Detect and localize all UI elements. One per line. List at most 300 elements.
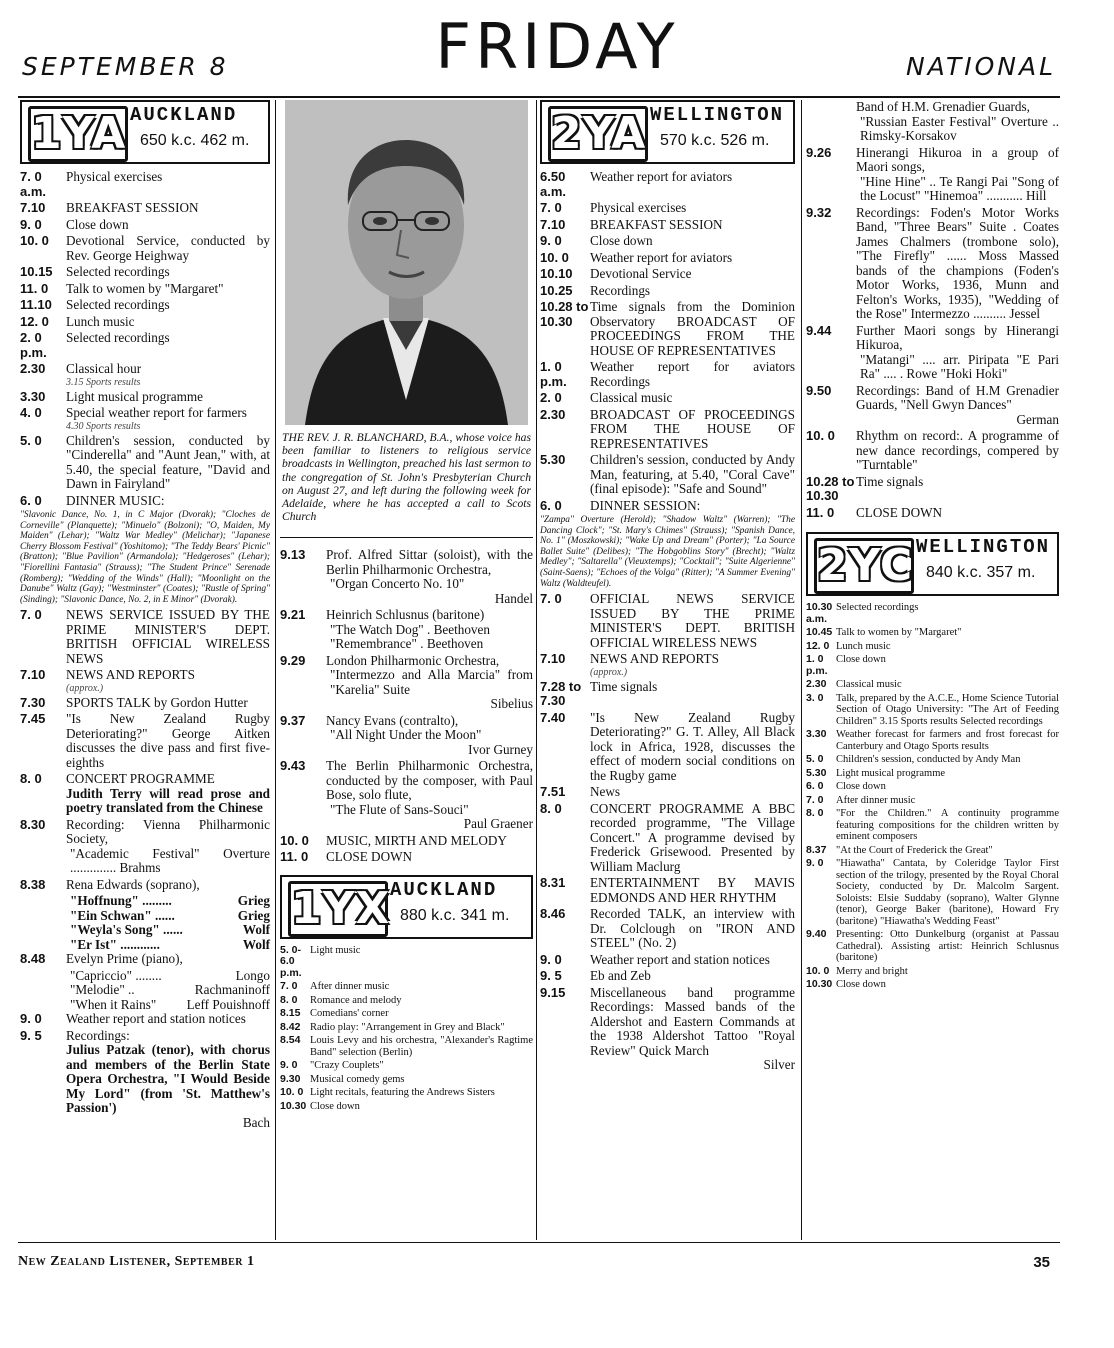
entry-time: 8.46 [540, 906, 566, 922]
station-logo-2yc: 2YC [814, 538, 914, 594]
entry-feature: Julius Patzak (tenor), with chorus and members of the Berlin State Opera Orchestra, "I Would Beside My Lord" (from 'St. Matthew's Passion') [66, 1042, 270, 1116]
entry-body [836, 795, 1059, 807]
entry-work: "Organ Concerto No. 10" [330, 576, 465, 592]
entry-text: Musical comedy gems [310, 1073, 405, 1085]
entry-body [590, 360, 795, 389]
entry-text: SPORTS TALK by Gordon Hutter [66, 694, 248, 710]
entry-text: NEWS SERVICE ISSUED BY THE PRIME MINISTER'S DEPT. BRITISH OFFICIAL WIRELESS NEWS [66, 607, 270, 666]
entry-time: 10. 0 [806, 964, 830, 977]
station-logo-1yx: 1YX [288, 881, 388, 937]
entry-time: 9. 5 [20, 1027, 42, 1043]
entry-text: Eb and Zeb [590, 968, 651, 984]
schedule-entry [806, 475, 1059, 504]
entry-work: "The Flute of Sans-Souci" [330, 801, 469, 817]
entry-text: BREAKFAST SESSION [66, 200, 199, 215]
entry-time: 8.42 [280, 1020, 301, 1033]
schedule-entry [806, 679, 1059, 691]
schedule-entry [806, 979, 1059, 991]
entry-text: Louis Levy and his orchestra, "Alexander's Ragtime Band" selection (Berlin) [310, 1035, 533, 1058]
schedule-entry [280, 1035, 533, 1058]
entry-time: 1. 0 p.m. [806, 653, 828, 677]
entry-text: Merry and bright [836, 965, 908, 977]
song-composer: Grieg [237, 907, 270, 923]
entry-text: "At the Court of Frederick the Great" [836, 844, 993, 856]
entry-body [590, 907, 795, 951]
entry-time: 2.30 [20, 361, 46, 376]
entry-time: 9.30 [280, 1072, 301, 1085]
entry-time: 7.10 [540, 216, 566, 232]
entry-time: 9. 0 [20, 216, 42, 232]
entry-body [856, 429, 1059, 473]
schedule-entry [280, 850, 533, 865]
entry-text: Close down [590, 233, 653, 248]
entry-time: 7. 0 [540, 200, 562, 215]
entry-body [310, 1101, 533, 1113]
entry-time: 9.29 [280, 652, 306, 668]
entry-body [856, 475, 1059, 504]
piece-composer: Rachmaninoff [194, 982, 270, 998]
entry-time: 9.26 [806, 144, 832, 160]
column-2ya [540, 100, 795, 1075]
entry-text: Hinerangi Hikuroa in a group of Maori songs, [856, 144, 1059, 174]
schedule-entry [806, 602, 1059, 625]
entry-body [66, 406, 270, 432]
entry-text: Weather report for aviators [590, 169, 733, 184]
entry-text: "Crazy Couplets" [310, 1060, 384, 1072]
piece-composer: Longo [235, 967, 270, 983]
schedule-entry [20, 712, 270, 770]
entry-text: Special weather report for farmers [66, 405, 247, 420]
entry-body [66, 315, 270, 330]
entry-body [836, 858, 1059, 927]
entry-time: 10.45 [806, 626, 833, 638]
entry-time: 6. 0 [540, 497, 562, 513]
entry-body [66, 234, 270, 263]
schedule-entry [20, 696, 270, 711]
schedule-entry [540, 251, 795, 266]
entry-time: 9. 0 [540, 951, 562, 967]
entry-text: NEWS AND REPORTS [590, 651, 719, 667]
schedule-entry [540, 360, 795, 389]
schedule-entry [280, 1074, 533, 1086]
entry-time: 10.30 [280, 1099, 307, 1112]
entry-time: 10.28 to 10.30 [806, 473, 855, 503]
entry-text: OFFICIAL NEWS SERVICE ISSUED BY THE PRIME MINISTER'S DEPT. BRITISH OFFICIAL WIRELESS NEWS [590, 591, 795, 650]
schedule-entry [540, 453, 795, 497]
entry-text: Classical music [836, 679, 902, 690]
entry-text: Radio play: "Arrangement in Grey and Black" [310, 1021, 505, 1033]
entry-time: 9.40 [806, 928, 827, 940]
station-name-2ya: WELLINGTON [650, 104, 785, 126]
entry-time: 5.30 [806, 766, 827, 779]
entry-time: 3.30 [806, 728, 827, 740]
schedule-list-1ya-evening [20, 608, 270, 1130]
schedule-entry [806, 146, 1059, 204]
entry-text: Weather report and station notices [66, 1011, 246, 1027]
entry-body [836, 641, 1059, 653]
entry-text: Classical hour [66, 361, 142, 376]
schedule-entry [806, 929, 1059, 964]
entry-time: 9. 0 [540, 233, 562, 248]
entry-time: 7. 0 [540, 591, 562, 607]
entry-time: 9.44 [806, 322, 832, 338]
entry-body [326, 834, 533, 849]
schedule-list-2yc [806, 602, 1059, 991]
schedule-entry [20, 331, 270, 360]
entry-text: Weather forecast for farmers and frost forecast for Canterbury and Otago Sports results [836, 729, 1059, 752]
schedule-entry [540, 907, 795, 951]
entry-text: Nancy Evans (contralto), [326, 712, 459, 728]
entry-text: CONCERT PROGRAMME [66, 771, 215, 787]
schedule-entry [20, 390, 270, 405]
entry-body [66, 818, 270, 876]
entry-text: CLOSE DOWN [326, 849, 413, 865]
schedule-entry [280, 981, 533, 993]
entry-text: Close down [310, 1100, 360, 1112]
schedule-entry [20, 315, 270, 330]
entry-text: Recorded TALK, an interview with Dr. Colclough on "IRON AND STEEL" (No. 2) [590, 906, 795, 951]
entry-subnote: (approx.) [590, 666, 628, 678]
entry-body [326, 714, 533, 758]
schedule-entry [20, 494, 270, 509]
entry-time: 10.30 a.m. [806, 601, 833, 625]
entry-work: "Remembrance" . Beethoven [330, 636, 484, 652]
entry-body [66, 608, 270, 666]
header-rule [18, 96, 1060, 98]
entry-body [66, 878, 270, 893]
schedule-entry [280, 945, 533, 980]
entry-time: 11. 0 [806, 504, 835, 520]
entry-body [836, 627, 1059, 639]
entry-time: 9.15 [540, 984, 566, 1000]
entry-text: Prof. Alfred Sittar (soloist), with the Berlin Philharmonic Orchestra, [326, 547, 533, 577]
entry-body [590, 711, 795, 784]
schedule-entry [806, 754, 1059, 766]
schedule-entry [540, 300, 795, 358]
schedule-entry [540, 986, 795, 1073]
entry-text: Further Maori songs by Hinerangi Hikuroa, [856, 322, 1059, 352]
schedule-entry [20, 201, 270, 216]
entry-text: NEWS AND REPORTS [66, 667, 195, 683]
schedule-list-1ya-continued [280, 548, 533, 865]
entry-time: 9. 0 [280, 1059, 298, 1072]
schedule-entry [20, 772, 270, 816]
entry-time: 4. 0 [20, 405, 42, 420]
entry-text: Recordings: Band of H.M Grenadier Guards, "Nell Gwyn Dances" [856, 382, 1059, 412]
entry-body [66, 434, 270, 492]
entry-time: 7.10 [20, 200, 46, 215]
entry-body [590, 652, 795, 678]
entry-body [590, 785, 795, 800]
entry-time: 7.45 [20, 711, 46, 727]
entry-text: Lunch music [836, 640, 891, 652]
song-line [66, 909, 270, 924]
entry-body [66, 265, 270, 280]
song-composer: Wolf [242, 922, 270, 938]
song-line [66, 894, 270, 909]
entry-time: 7.28 to 7.30 [540, 678, 582, 709]
entry-body [66, 170, 270, 199]
entry-body [590, 201, 795, 216]
entry-body [66, 390, 270, 405]
entry-body [310, 981, 533, 993]
entry-body [856, 324, 1059, 382]
entry-work: "Academic Festival" Overture .............. Brahms [70, 845, 270, 876]
entry-composer: Sibelius [490, 696, 533, 712]
entry-body [590, 802, 795, 875]
station-box-2ya [540, 100, 795, 164]
entry-subnote: 4.30 Sports results [66, 420, 141, 432]
entry-text: News [590, 784, 621, 800]
station-freq-2yc: 840 k.c. 357 m. [926, 564, 1036, 581]
station-logo-2ya: 2YA [548, 106, 648, 162]
entry-time: 10. 0 [540, 249, 569, 265]
entry-body [590, 680, 795, 709]
entry-body [66, 282, 270, 297]
schedule-entry [806, 808, 1059, 843]
entry-text: Time signals from the Dominion Observatory BROADCAST OF PROCEEDINGS FROM THE HOUSE OF REPRESENTATIVES [590, 299, 795, 358]
entry-text: "Is New Zealand Rugby Deteriorating?" George Aitken discusses the dive pass and first five-eighths [66, 711, 270, 770]
entry-body [836, 845, 1059, 857]
entry-time: 8. 0 [20, 771, 42, 787]
entry-body [310, 995, 533, 1007]
entry-time: 9. 0 [806, 857, 824, 869]
entry-time: 7.40 [540, 709, 566, 725]
entry-time: 7.30 [20, 694, 46, 710]
schedule-entry [280, 714, 533, 758]
entry-time: 6. 0 [20, 492, 42, 508]
column-rule-1 [275, 100, 276, 1240]
entry-work: "Intermezzo and Alla Marcia" from "Karelia" Suite [330, 667, 533, 697]
schedule-entry [806, 206, 1059, 322]
entry-body [326, 548, 533, 606]
schedule-entry [280, 654, 533, 712]
schedule-entry [540, 234, 795, 249]
entry-text: DINNER SESSION: [590, 497, 701, 513]
entry-text: Comedians' corner [310, 1008, 389, 1020]
entry-body [590, 218, 795, 233]
entry-time: 10. 0 [280, 832, 309, 848]
schedule-entry [806, 324, 1059, 382]
entry-body [836, 929, 1059, 964]
schedule-entry [806, 384, 1059, 428]
entry-feature: Judith Terry will read prose and poetry translated from the Chinese [66, 785, 270, 816]
entry-time: 8.54 [280, 1034, 301, 1047]
entry-text: Children's session, conducted by "Cinderella" and "Aunt Jean," with, at 5.40, the special feature, "David and Dawn in Fairyland" [66, 432, 270, 491]
entry-text: Physical exercises [590, 200, 687, 215]
schedule-entry [20, 282, 270, 297]
entry-text: Band of H.M. Grenadier Guards, [856, 99, 1030, 114]
entry-text: "Hiawatha" Cantata, by Coleridge Taylor First section of the trilogy, presented by the Royal Choral Society, conducted by Dr. Malcolm Sargent. Soloists: Elsie Suddaby (soprano), Walter Glynne (tenor), George Baker (baritone), Howard Fry (baritone) "Hiawatha's Wedding Feast" [836, 858, 1059, 927]
portrait-photo [285, 100, 528, 425]
entry-time: 2. 0 p.m. [20, 330, 47, 360]
column-2 [280, 100, 533, 1114]
entry-text: Selected recordings [66, 330, 170, 345]
entry-body [836, 693, 1059, 728]
schedule-entry [540, 802, 795, 875]
schedule-entry [806, 693, 1059, 728]
song-title: "Hoffnung" ......... [70, 893, 172, 909]
entry-composer: Handel [494, 590, 533, 606]
footer-rule [18, 1242, 1060, 1243]
photo-caption: THE REV. J. R. BLANCHARD, B.A., whose voice has been familiar to listeners to religious service broadcasts in Wellington, preached his last sermon to the congregation of St. John's Presbyterian Church on August 27, and left during the following week for Adelaide, where he has accepted a call to Scots Church [282, 431, 531, 524]
piece-title: "When it Rains" [70, 996, 157, 1012]
entry-time: 9.43 [280, 758, 306, 774]
entry-body [590, 592, 795, 650]
song-title: "Er Ist" ............ [70, 936, 160, 952]
entry-body [856, 146, 1059, 204]
schedule-entry [20, 608, 270, 666]
entry-body [590, 953, 795, 968]
schedule-entry [540, 592, 795, 650]
entry-work: "Hine Hine" .. Te Rangi Pai "Song of the Locust" "Hinemoa" ........... Hill [860, 173, 1059, 203]
entry-text: Light music [310, 944, 361, 956]
entry-time [806, 100, 856, 144]
publication-footer: New Zealand Listener, September 1 [18, 1254, 255, 1269]
entry-text: Recordings: [66, 1027, 130, 1043]
schedule-entry [20, 434, 270, 492]
entry-body [66, 1029, 270, 1131]
entry-work: "The Watch Dog" . Beethoven [330, 621, 490, 637]
entry-composer: Paul Graener [463, 816, 533, 832]
entry-time: 10.15 [20, 264, 53, 279]
entry-time: 3. 0 [806, 691, 824, 704]
entry-time: 12. 0 [806, 639, 830, 652]
schedule-entry [540, 267, 795, 282]
entry-text: Talk to women by "Margaret" [66, 280, 224, 296]
entry-body [836, 729, 1059, 752]
station-box-1ya [20, 100, 270, 164]
entry-body [310, 1060, 533, 1072]
entry-text: After dinner music [310, 981, 390, 993]
entry-body [310, 1035, 533, 1058]
entry-time: 10.25 [540, 282, 573, 298]
entry-body [310, 1022, 533, 1034]
entry-time: 10.28 to 10.30 [540, 299, 589, 329]
schedule-entry [20, 406, 270, 432]
piece-line [66, 998, 270, 1013]
entry-text: "Is New Zealand Rugby Deteriorating?" G. T. Alley, All Black lock in Africa, 1928, discusses the effect of modern social conditions on the Rugby game [590, 709, 795, 783]
entry-time: 5. 0-6.0 p.m. [280, 943, 302, 979]
page-day-title: FRIDAY [435, 10, 679, 83]
station-box-1yx [280, 875, 533, 939]
entry-text: BROADCAST OF PROCEEDINGS FROM THE HOUSE OF REPRESENTATIVES [590, 406, 795, 451]
schedule-entry [280, 608, 533, 652]
schedule-list-1ya [20, 170, 270, 508]
column-rule-3 [801, 100, 802, 1240]
entry-time: 7.51 [540, 784, 566, 800]
entry-text: MUSIC, MIRTH AND MELODY [326, 832, 507, 848]
entry-composer: Ivor Gurney [468, 741, 533, 757]
entry-text: "For the Children." A continuity programme featuring compositions for the children written by eminent composers [836, 808, 1059, 842]
entry-body [326, 654, 533, 712]
entry-work: "All Night Under the Moon" [330, 727, 482, 743]
entry-text: Physical exercises [66, 169, 163, 184]
schedule-entry [20, 234, 270, 263]
entry-body [310, 945, 533, 980]
entry-body [310, 1074, 533, 1086]
entry-body [590, 453, 795, 497]
entry-text: Selected recordings [836, 602, 919, 613]
schedule-entry [806, 641, 1059, 653]
entry-text: Recordings [590, 282, 651, 298]
entry-body [66, 712, 270, 770]
schedule-entry [806, 729, 1059, 752]
entry-time: 8. 0 [540, 800, 562, 816]
entry-text: Weather report and station notices [590, 951, 770, 967]
entry-time: 2.30 [540, 406, 566, 422]
entry-body [590, 391, 795, 406]
entry-time: 5. 0 [806, 753, 824, 765]
entry-body [856, 100, 1059, 144]
schedule-entry [540, 408, 795, 452]
schedule-entry [540, 170, 795, 199]
entry-body [590, 876, 795, 905]
schedule-entry [540, 284, 795, 299]
station-freq-2ya: 570 k.c. 526 m. [660, 132, 770, 149]
entry-text: Heinrich Schlusnus (baritone) [326, 607, 485, 623]
entry-text: Close down [836, 979, 886, 990]
entry-body [66, 668, 270, 694]
entry-time: 6.50 a.m. [540, 169, 567, 199]
dinner-music-2ya: "Zampa" Overture (Herold); "Shadow Waltz" (Warren); "The Dancing Clock"; "St. Mary's Chimes" (Strauss); "Spanish Dance, No. 1" (Moszkowski); "Wake Up and Dream" (Porter); "La Source Ballet Suite" (Delibes); "The Hobgoblins Story" (Brecht); "Waltz Medley"; "Saltarella" (Vieuxtemps); "Cocktail"; "Suite Algerienne" (Saint-Saens); "Echoes of the Volga" (Ritter); "A Summer Evening" Waltz (Waldteufel). [540, 515, 795, 589]
entry-body [836, 654, 1059, 677]
entry-body [326, 759, 533, 832]
schedule-entry [20, 298, 270, 313]
piece-line [66, 983, 270, 998]
entry-text: CLOSE DOWN [856, 504, 943, 520]
entry-body [590, 300, 795, 358]
entry-text: Time signals [856, 473, 924, 489]
entry-text: The Berlin Philharmonic Orchestra, conducted by the composer, with Paul Bose, solo flute, [326, 758, 533, 803]
entry-text: Weather report for aviators Recordings [590, 359, 795, 389]
schedule-entry [806, 627, 1059, 639]
entry-text: Close down [66, 216, 129, 232]
schedule-entry [540, 876, 795, 905]
entry-text: Romance and melody [310, 994, 402, 1006]
entry-time: 2. 0 [540, 390, 562, 405]
entry-time: 9.37 [280, 712, 306, 728]
entry-text: Close down [836, 781, 886, 792]
schedule-entry [540, 218, 795, 233]
schedule-entry [20, 952, 270, 967]
entry-time: 7. 0 [806, 793, 824, 806]
entry-body [590, 251, 795, 266]
schedule-entry [806, 858, 1059, 927]
entry-body [590, 408, 795, 452]
entry-text: BREAKFAST SESSION [590, 216, 723, 232]
entry-time: 6. 0 [806, 780, 824, 792]
page-number: 35 [1033, 1254, 1050, 1271]
entry-body [856, 384, 1059, 428]
station-freq-1yx: 880 k.c. 341 m. [400, 906, 510, 924]
entry-body [590, 284, 795, 299]
schedule-entry [540, 652, 795, 678]
schedule-entry [806, 845, 1059, 857]
schedule-entry [540, 711, 795, 784]
entry-text: Rhythm on record:. A programme of new dance recordings, compered by "Turntable" [856, 428, 1059, 472]
entry-text: Light musical programme [66, 388, 203, 404]
entry-time: 8.37 [806, 843, 827, 856]
entry-body [590, 986, 795, 1073]
schedule-entry [806, 100, 1059, 144]
schedule-entry [20, 362, 270, 388]
schedule-entry [280, 1087, 533, 1099]
station-logo-1ya: 1YA [28, 106, 128, 162]
entry-text: Selected recordings [66, 264, 170, 279]
entry-body [66, 331, 270, 360]
entry-body [836, 754, 1059, 766]
